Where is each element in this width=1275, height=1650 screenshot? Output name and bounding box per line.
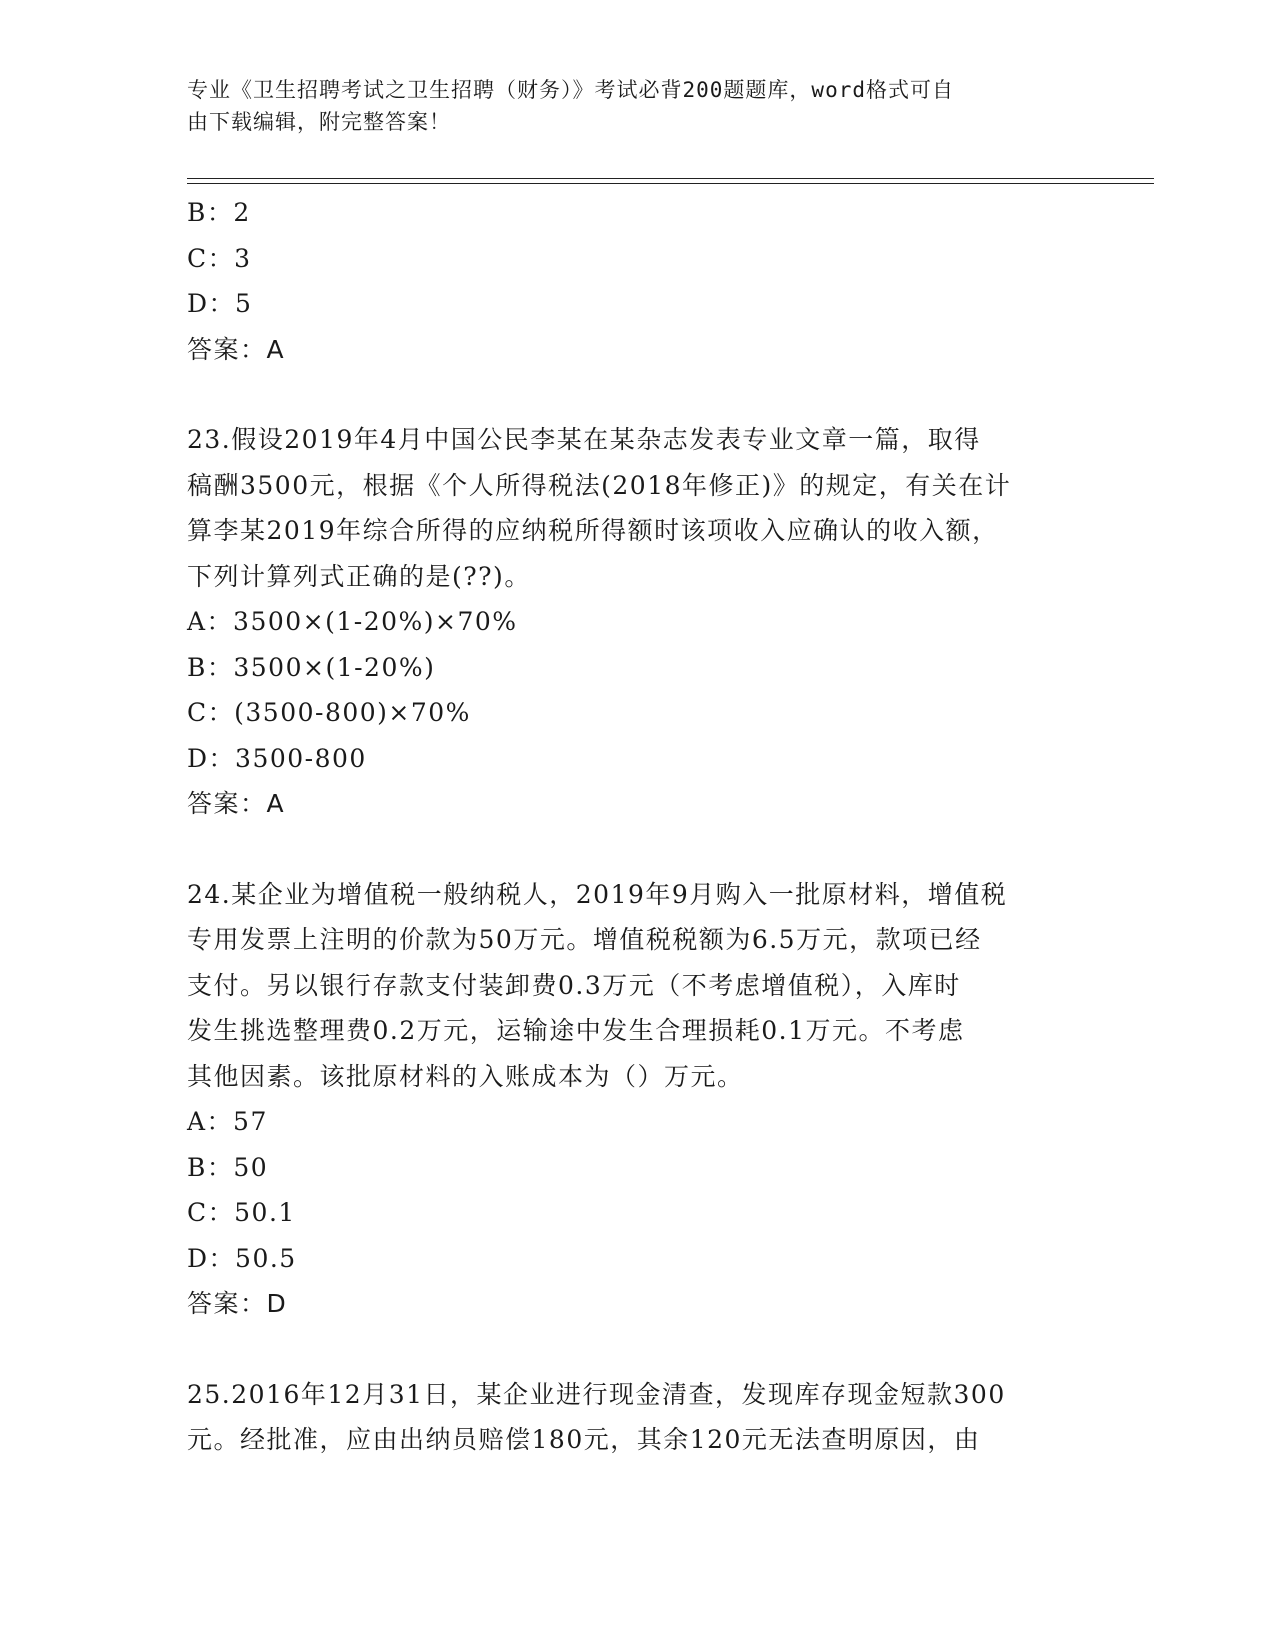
- question-24: [187, 872, 1087, 1327]
- question-line: 发生挑选整理费0.2万元，运输途中发生合理损耗0.1万元。不考虑: [187, 1016, 965, 1045]
- document-header: [187, 74, 1067, 138]
- option-c: C：(3500-800)×70%: [187, 698, 471, 727]
- option-d: D：3500-800: [187, 743, 367, 773]
- question-25: [187, 1372, 1087, 1463]
- option-d: D：50.5: [187, 1243, 297, 1273]
- document-body: [187, 190, 1087, 1463]
- option-c: C：50.1: [187, 1198, 296, 1227]
- question-line: 稿酬3500元，根据《个人所得税法(2018年修正)》的规定，有关在计: [187, 470, 1012, 500]
- header-divider-bottom: [187, 183, 1154, 184]
- question-line: 25.2016年12月31日，某企业进行现金清查，发现库存现金短款300: [187, 1379, 1006, 1409]
- question-line: 24.某企业为增值税一般纳税人，2019年9月购入一批原材料，增值税: [187, 879, 1008, 909]
- header-divider-top: [187, 178, 1154, 179]
- question-text: [187, 417, 1087, 599]
- question-line: 下列计算列式正确的是(??)。: [187, 561, 531, 591]
- question-23: [187, 417, 1087, 827]
- answer-line: 答案：A: [187, 789, 286, 818]
- answer-line: 答案：A: [187, 334, 286, 364]
- option-b: B：2: [187, 198, 251, 227]
- option-a: A：3500×(1-20%)×70%: [187, 607, 518, 636]
- previous-question-tail: [187, 190, 1087, 372]
- question-line: 元。经批准，应由出纳员赔偿180元，其余120元无法查明原因，由: [187, 1425, 981, 1454]
- question-text: [187, 1372, 1087, 1463]
- option-d: D：5: [187, 289, 253, 318]
- question-spacer: [187, 1327, 1087, 1372]
- header-line-1: 专业《卫生招聘考试之卫生招聘（财务）》考试必背200题题库，word格式可自: [187, 78, 954, 102]
- option-b: B：3500×(1-20%): [187, 652, 436, 682]
- question-line: 其他因素。该批原材料的入账成本为（）万元。: [187, 1061, 744, 1091]
- option-a: A：57: [187, 1107, 268, 1136]
- option-b: B：50: [187, 1152, 269, 1182]
- question-line: 支付。另以银行存款支付装卸费0.3万元（不考虑增值税），入库时: [187, 970, 961, 1000]
- question-text: [187, 872, 1087, 1100]
- question-line: 专用发票上注明的价款为50万元。增值税税额为6.5万元，款项已经: [187, 925, 982, 954]
- header-line-2: 由下载编辑，附完整答案！: [187, 110, 451, 134]
- answer-line: 答案：D: [187, 1289, 288, 1318]
- question-spacer: [187, 827, 1087, 872]
- question-line: 算李某2019年综合所得的应纳税所得额时该项收入应确认的收入额，: [187, 516, 999, 545]
- question-spacer: [187, 372, 1087, 417]
- option-c: C：3: [187, 243, 252, 273]
- question-line: 23.假设2019年4月中国公民李某在某杂志发表专业文章一篇，取得: [187, 425, 981, 454]
